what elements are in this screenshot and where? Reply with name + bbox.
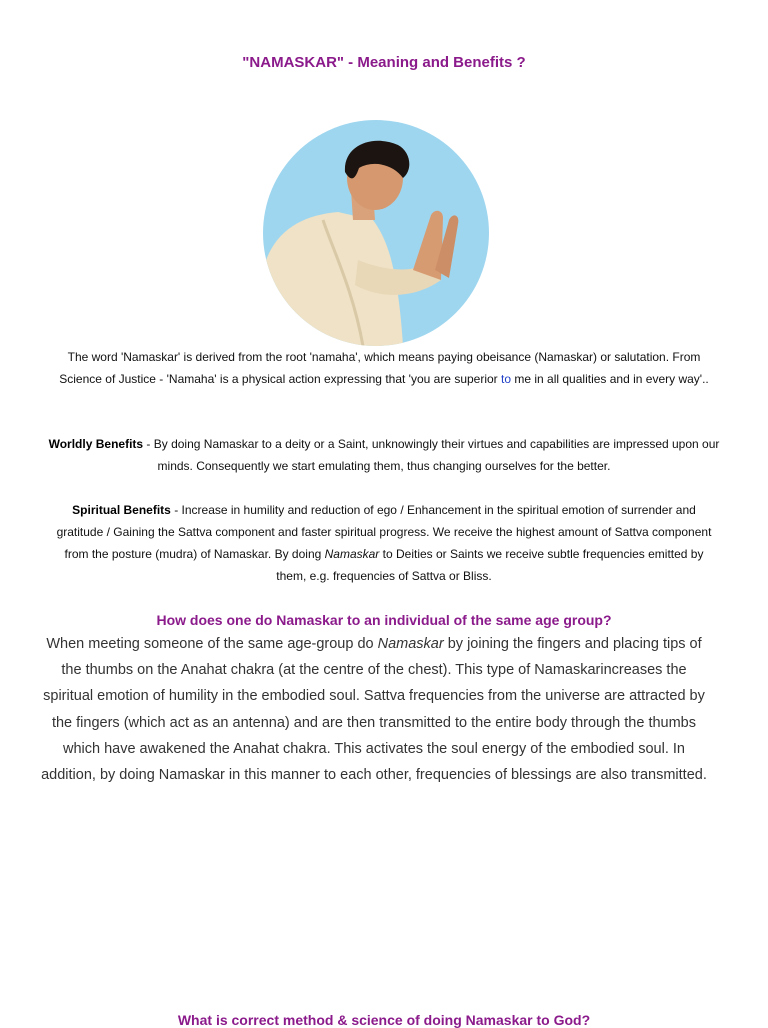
worldly-benefits-text: - By doing Namaskar to a deity or a Saint, unknowingly their virtues and capabilities are impressed upon our minds. Consequently we start emulating them, thus changing ourselves for the better.: [143, 437, 720, 473]
intro-highlight: to: [501, 372, 512, 386]
namaskar-illustration: [263, 120, 489, 346]
worldly-benefits-label: Worldly Benefits: [48, 437, 144, 451]
spiritual-benefits-paragraph: [48, 499, 720, 587]
same-age-text-2: by joining the fingers and placing tips of the thumbs on the Anahat chakra (at the centre of the chest). This type of Namaskarincreases the spiritual emotion of humility in the embodied soul. Sattva frequencies from the universe are attracted by the fingers (which act as an antenna) and are then transmitted to the entire body through the thumbs which have awakened the Anahat chakra. This activates the soul energy of the embodied soul. In addition, by doing Namaskar in this manner to each other, frequencies of blessings are also transmitted.: [41, 636, 707, 784]
worldly-benefits-paragraph: [48, 433, 720, 477]
intro-text-1: The word 'Namaskar' is derived from the root 'namaha', which means paying obeisance (Namaskar) or salutation. From Science of Justice - 'Namaha' is a physical action expressing that 'you are superior: [59, 350, 701, 386]
spiritual-benefits-text-2: to Deities or Saints we receive subtle frequencies emitted by them, e.g. frequencies of Sattva or Bliss.: [276, 547, 704, 583]
page-title: "NAMASKAR" - Meaning and Benefits ?: [242, 54, 526, 71]
spiritual-benefits-label: Spiritual Benefits: [72, 503, 171, 517]
section-heading-god: What is correct method & science of doing Namaskar to God?: [177, 1012, 591, 1028]
same-age-italic: Namaskar: [377, 636, 444, 652]
intro-paragraph: [48, 346, 720, 390]
section-heading-same-age: How does one do Namaskar to an individual of the same age group?: [156, 612, 612, 628]
spiritual-benefits-text-1: - Increase in humility and reduction of ego / Enhancement in the spiritual emotion of surrender and gratitude / Gaining the Sattva component and faster spiritual progress. We receive the highest amount of Sattva component from the posture (mudra) of Namaskar. By doing: [56, 503, 712, 561]
intro-text-2: me in all qualities and in every way'..: [511, 372, 709, 386]
spiritual-benefits-italic: Namaskar: [324, 547, 380, 561]
same-age-text-1: When meeting someone of the same age-group do: [46, 636, 378, 652]
same-age-paragraph: [40, 631, 708, 788]
